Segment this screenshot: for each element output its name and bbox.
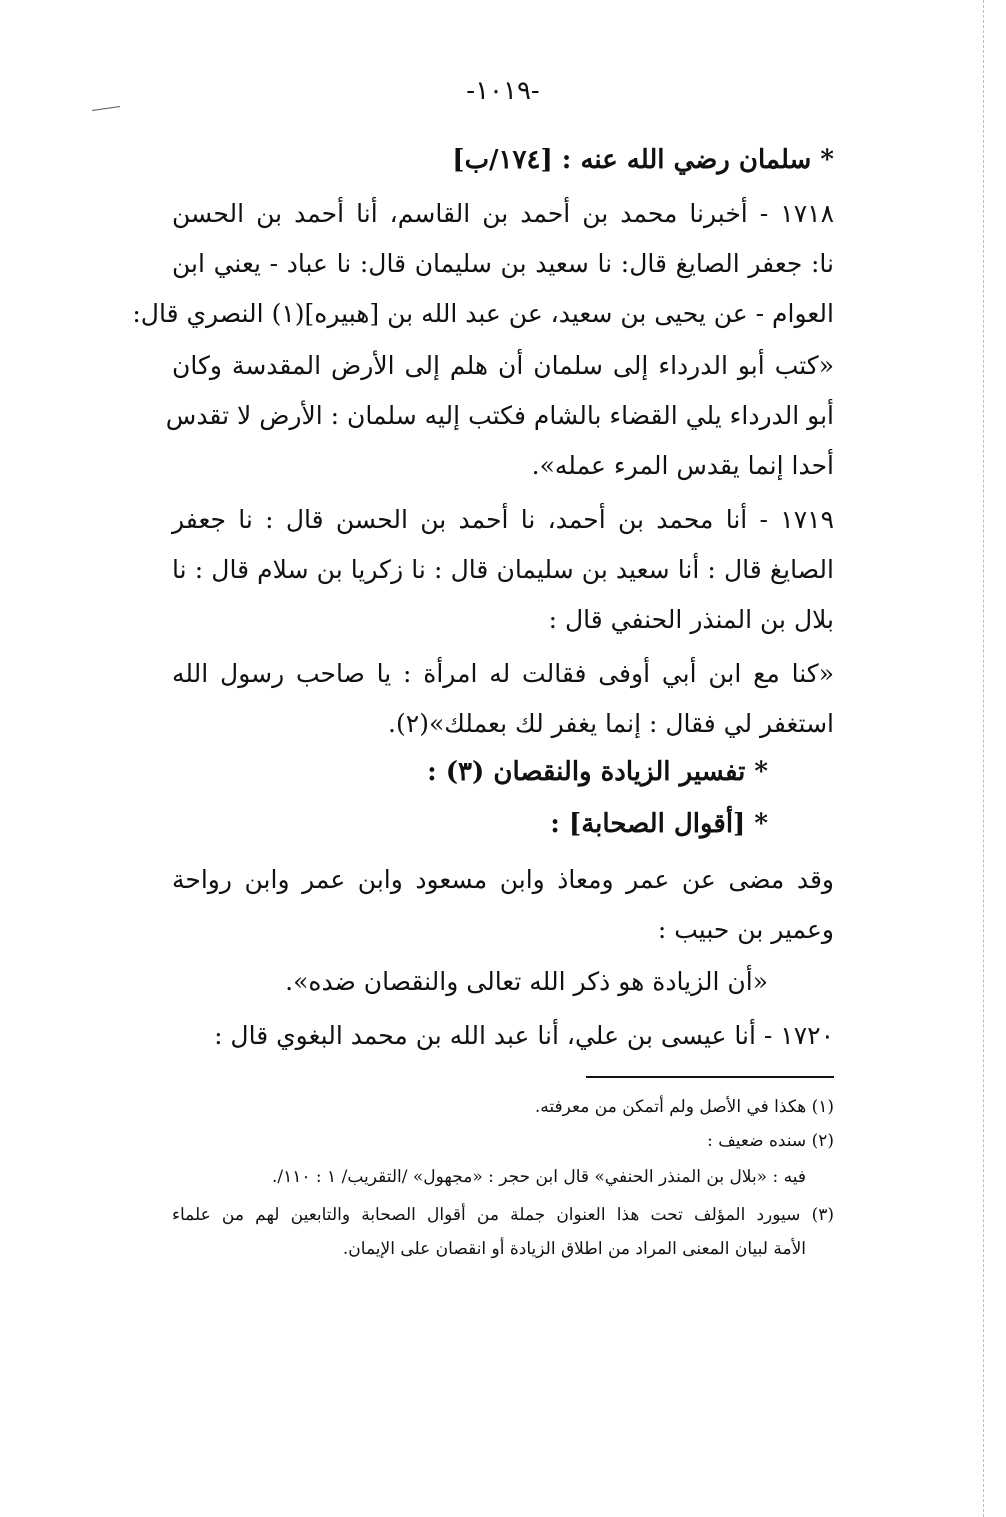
quote-1-line-1: «كتب أبو الدرداء إلى سلمان أن هلم إلى الأرض المقدسة وكان: [172, 351, 834, 380]
footnote-1: (١) هكذا في الأصل ولم أتمكن من معرفته.: [534, 1097, 834, 1117]
sahaba-line-1: وقد مضى عن عمر ومعاذ وابن مسعود وابن عمر وابن رواحة: [172, 865, 834, 894]
page-number: -١٠١٩-: [466, 76, 540, 106]
footnote-2: (٢) سنده ضعيف :: [707, 1131, 834, 1151]
footnote-separator: [586, 1076, 834, 1078]
hadith-1718-line-2: نا: جعفر الصايغ قال: نا سعيد بن سليمان قال: نا عباد - يعني ابن: [172, 249, 834, 278]
heading-aqwal-sahaba: * [أقوال الصحابة] :: [550, 809, 768, 839]
footnote-3-line-2: الأمة لبيان المعنى المراد من اطلاق الزيادة أو انقصان على الإيمان.: [342, 1239, 806, 1259]
hadith-1718-line-3: العوام - عن يحيى بن سعيد، عن عبد الله بن [هبيره](١) النصري قال:: [132, 299, 834, 328]
sahaba-line-2: وعمير بن حبيب :: [657, 915, 834, 944]
quote-3: «أن الزيادة هو ذكر الله تعالى والنقصان ضده».: [285, 967, 768, 996]
hadith-1719-line-2: الصايغ قال : أنا سعيد بن سليمان قال : نا زكريا بن سلام قال : نا: [172, 555, 834, 584]
quote-1-line-2: أبو الدرداء يلي القضاء بالشام فكتب إليه سلمان : الأرض لا تقدس: [165, 401, 834, 430]
quote-2-line-1: «كنا مع ابن أبي أوفى فقالت له امرأة : يا صاحب رسول الله: [172, 659, 834, 688]
hadith-1719-line-3: بلال بن المنذر الحنفي قال :: [548, 605, 834, 634]
hadith-1718-line-1: ١٧١٨ - أخبرنا محمد بن أحمد بن القاسم، أنا أحمد بن الحسن: [172, 199, 834, 228]
hadith-1720-line-1: ١٧٢٠ - أنا عيسى بن علي، أنا عبد الله بن محمد البغوي قال :: [214, 1021, 834, 1050]
hadith-1719-line-1: ١٧١٩ - أنا محمد بن أحمد، نا أحمد بن الحسن قال : نا جعفر: [172, 505, 834, 534]
footnote-3-line-1: (٣) سيورد المؤلف تحت هذا العنوان جملة من أقوال الصحابة والتابعين لهم من علماء: [172, 1205, 834, 1225]
quote-2-line-2: استغفر لي فقال : إنما يغفر لك بعملك»(٢).: [388, 709, 834, 738]
heading-salman: * سلمان رضي الله عنه : [١٧٤/ب]: [452, 145, 834, 175]
quote-1-line-3: أحدا إنما يقدس المرء عمله».: [531, 451, 834, 480]
footnote-2-detail: فيه : «بلال بن المنذر الحنفي» قال ابن حجر : «مجهول» /التقريب/ ١ : ١١٠/.: [271, 1167, 806, 1187]
heading-tafsir: * تفسير الزيادة والنقصان (٣) :: [427, 757, 768, 787]
